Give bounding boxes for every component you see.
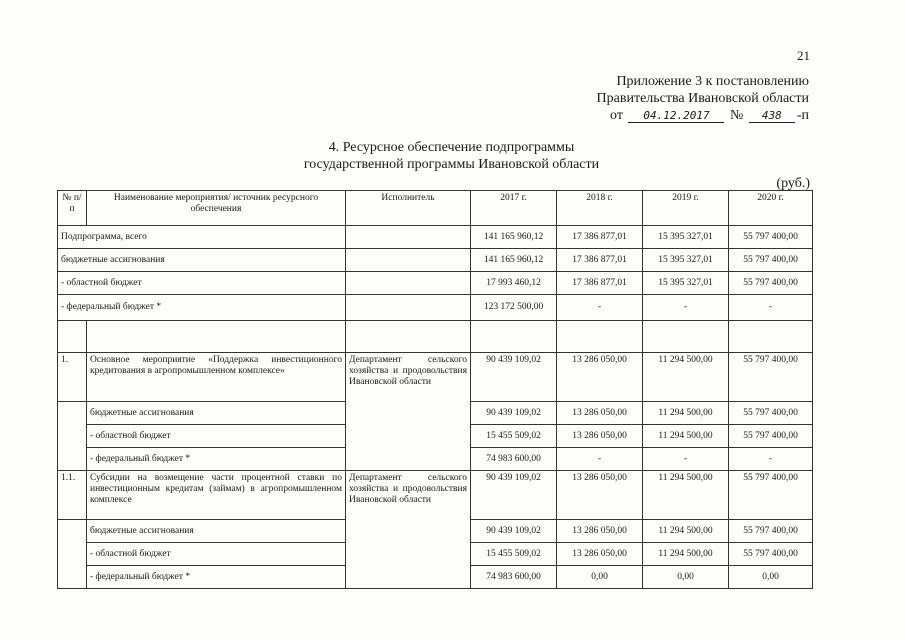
value-2019: 11 294 500,00 <box>643 425 729 448</box>
header-name: Наименование мероприятия/ источник ресурсного обеспечения <box>87 191 346 226</box>
row-label: Подпрограмма, всего <box>58 226 346 249</box>
row-label: - областной бюджет <box>87 543 346 566</box>
value-2017: 17 993 460,12 <box>471 272 557 295</box>
appendix-line-2: Правительства Ивановской области <box>596 91 809 106</box>
value-2020: 55 797 400,00 <box>729 402 813 425</box>
row-label: - федеральный бюджет * <box>87 566 346 589</box>
row-number-spacer <box>58 520 87 589</box>
value-2019: - <box>643 295 729 321</box>
value-2017: 90 439 109,02 <box>471 520 557 543</box>
row-label: бюджетные ассигнования <box>87 520 346 543</box>
value-2017: 90 439 109,02 <box>471 353 557 402</box>
value-2018: 13 286 050,00 <box>557 353 643 402</box>
value-2017: 15 455 509,02 <box>471 425 557 448</box>
value-2018: 13 286 050,00 <box>557 520 643 543</box>
measure-name: Основное мероприятие «Поддержка инвестиционного кредитования в агропромышленном комплексе» <box>87 353 346 402</box>
value-2019: 11 294 500,00 <box>643 353 729 402</box>
executor-cell <box>346 226 471 249</box>
value-2020: 55 797 400,00 <box>729 226 813 249</box>
value-2019: 15 395 327,01 <box>643 272 729 295</box>
table-row <box>58 353 813 402</box>
table-row <box>58 249 813 272</box>
spacer-row <box>58 321 813 353</box>
table-header-row <box>58 191 813 226</box>
value-2018: - <box>557 295 643 321</box>
value-2020: 55 797 400,00 <box>729 353 813 402</box>
row-number: 1. <box>58 353 87 402</box>
value-2019: 15 395 327,01 <box>643 226 729 249</box>
executor-cell <box>346 295 471 321</box>
executor-cell <box>346 272 471 295</box>
header-2019: 2019 г. <box>643 191 729 226</box>
value-2017: 15 455 509,02 <box>471 543 557 566</box>
value-2018: 13 286 050,00 <box>557 543 643 566</box>
number-suffix: -п <box>796 108 809 123</box>
value-2018: 13 286 050,00 <box>557 402 643 425</box>
table-row <box>58 471 813 520</box>
value-2020: - <box>729 295 813 321</box>
value-2018: 0,00 <box>557 566 643 589</box>
value-2019: 11 294 500,00 <box>643 402 729 425</box>
value-2018: 13 286 050,00 <box>557 471 643 520</box>
value-2019: 11 294 500,00 <box>643 543 729 566</box>
row-number-spacer <box>58 402 87 471</box>
value-2018: 17 386 877,01 <box>557 272 643 295</box>
row-number: 1.1. <box>58 471 87 520</box>
value-2017: 123 172 500,00 <box>471 295 557 321</box>
executor-cell: Департамент сельского хозяйства и продовольствия Ивановской области <box>346 471 471 589</box>
resource-table <box>57 190 813 589</box>
table-row <box>58 295 813 321</box>
header-2018: 2018 г. <box>557 191 643 226</box>
appendix-date-line <box>610 108 809 124</box>
handwritten-number: 438 <box>749 109 795 123</box>
value-2018: 17 386 877,01 <box>557 249 643 272</box>
section-title-line-2: государственной программы Ивановской области <box>303 157 600 172</box>
value-2019: 15 395 327,01 <box>643 249 729 272</box>
section-title-line-1: 4. Ресурсное обеспечение подпрограммы <box>328 140 575 155</box>
value-2020: 55 797 400,00 <box>729 471 813 520</box>
value-2019: - <box>643 448 729 471</box>
value-2018: 13 286 050,00 <box>557 425 643 448</box>
row-label: - областной бюджет <box>87 425 346 448</box>
executor-cell: Департамент сельского хозяйства и продовольствия Ивановской области <box>346 353 471 471</box>
row-label: - федеральный бюджет * <box>87 448 346 471</box>
value-2020: - <box>729 448 813 471</box>
value-2018: 17 386 877,01 <box>557 226 643 249</box>
value-2017: 74 983 600,00 <box>471 448 557 471</box>
page-number: 21 <box>797 48 810 63</box>
header-2020: 2020 г. <box>729 191 813 226</box>
header-num: № п/п <box>58 191 87 226</box>
from-label: от <box>610 108 623 123</box>
number-sign: № <box>729 108 744 123</box>
row-label: бюджетные ассигнования <box>58 249 346 272</box>
value-2019: 0,00 <box>643 566 729 589</box>
value-2020: 55 797 400,00 <box>729 425 813 448</box>
value-2020: 55 797 400,00 <box>729 543 813 566</box>
value-2020: 55 797 400,00 <box>729 272 813 295</box>
value-2017: 141 165 960,12 <box>471 249 557 272</box>
measure-name: Субсидии на возмещение части процентной ставки по инвестиционным кредитам (займам) в агропромышленном комплексе <box>87 471 346 520</box>
handwritten-date: 04.12.2017 <box>628 109 724 123</box>
row-label: бюджетные ассигнования <box>87 402 346 425</box>
currency-unit: (руб.) <box>776 176 810 191</box>
executor-cell <box>346 249 471 272</box>
header-2017: 2017 г. <box>471 191 557 226</box>
value-2017: 90 439 109,02 <box>471 471 557 520</box>
value-2020: 55 797 400,00 <box>729 249 813 272</box>
row-label: - областной бюджет <box>58 272 346 295</box>
row-label: - федеральный бюджет * <box>58 295 346 321</box>
value-2018: - <box>557 448 643 471</box>
appendix-line-1: Приложение 3 к постановлению <box>616 74 809 89</box>
value-2019: 11 294 500,00 <box>643 471 729 520</box>
header-executor: Исполнитель <box>346 191 471 226</box>
table-row <box>58 272 813 295</box>
value-2020: 0,00 <box>729 566 813 589</box>
value-2020: 55 797 400,00 <box>729 520 813 543</box>
value-2019: 11 294 500,00 <box>643 520 729 543</box>
value-2017: 74 983 600,00 <box>471 566 557 589</box>
value-2017: 141 165 960,12 <box>471 226 557 249</box>
value-2017: 90 439 109,02 <box>471 402 557 425</box>
table-row <box>58 226 813 249</box>
